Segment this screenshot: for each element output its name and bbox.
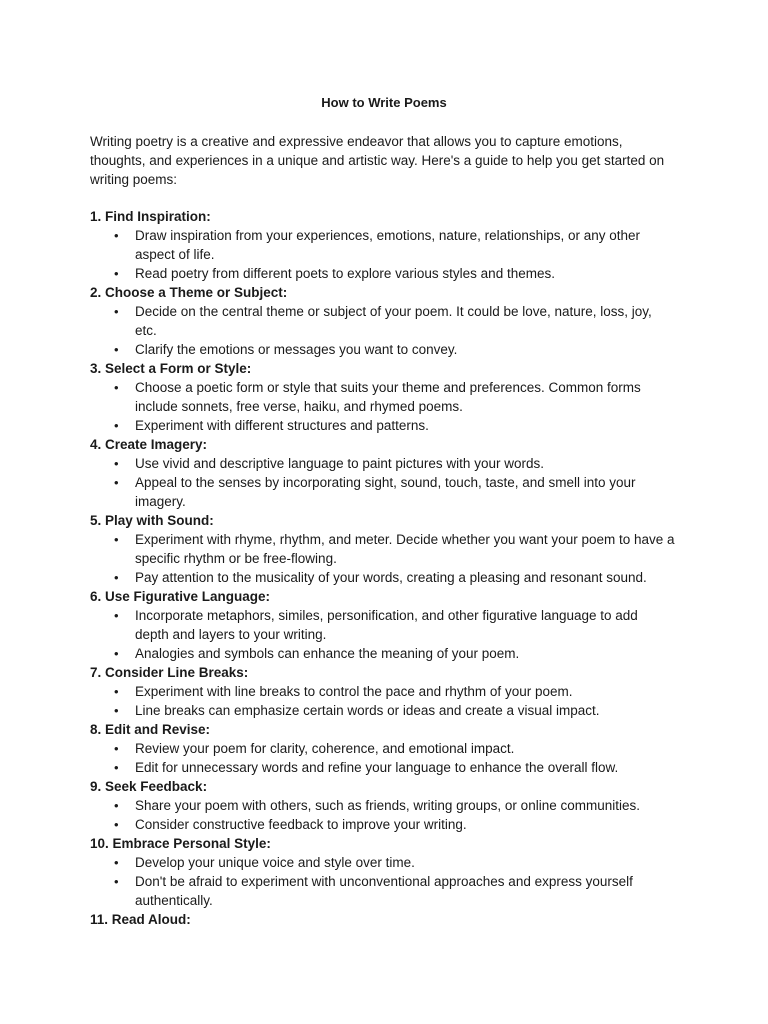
list-item xyxy=(90,739,675,758)
bullet-dot-icon: • xyxy=(114,703,119,718)
bullet-dot-icon: • xyxy=(114,304,119,319)
bullet-dot-icon: • xyxy=(114,342,119,357)
section-heading: 8. Edit and Revise: xyxy=(90,722,211,737)
list-item xyxy=(90,416,675,435)
section-3 xyxy=(90,359,690,435)
list-item-text: Experiment with rhyme, rhythm, and meter. Decide whether you want your poem to have a specific rhythm or be free-flowing. xyxy=(135,532,675,566)
list-item xyxy=(90,853,675,872)
section-8 xyxy=(90,720,690,777)
list-item xyxy=(90,815,675,834)
section-heading: 11. Read Aloud: xyxy=(90,912,191,927)
bullet-list xyxy=(90,226,690,283)
bullet-dot-icon: • xyxy=(114,855,119,870)
bullet-list xyxy=(90,454,690,511)
list-item-text: Experiment with line breaks to control the pace and rhythm of your poem. xyxy=(135,684,573,699)
section-6 xyxy=(90,587,690,663)
list-item-text: Line breaks can emphasize certain words or ideas and create a visual impact. xyxy=(135,703,600,718)
list-item xyxy=(90,872,675,910)
list-item xyxy=(90,340,675,359)
section-heading: 3. Select a Form or Style: xyxy=(90,361,252,376)
list-item-text: Decide on the central theme or subject of your poem. It could be love, nature, loss, joy, etc. xyxy=(135,304,652,338)
intro-paragraph: Writing poetry is a creative and expressive endeavor that allows you to capture emotions, thoughts, and experiences in a unique and artistic way. Here's a guide to help you get started on writing poems: xyxy=(90,134,665,187)
bullet-list xyxy=(90,682,690,720)
list-item xyxy=(90,530,675,568)
bullet-list xyxy=(90,302,690,359)
list-item-text: Consider constructive feedback to improve your writing. xyxy=(135,817,467,832)
list-item xyxy=(90,473,675,511)
list-item-text: Share your poem with others, such as friends, writing groups, or online communities. xyxy=(135,798,640,813)
list-item xyxy=(90,606,675,644)
bullet-list xyxy=(90,606,690,663)
bullet-dot-icon: • xyxy=(114,646,119,661)
section-heading: 7. Consider Line Breaks: xyxy=(90,665,249,680)
section-11 xyxy=(90,910,690,929)
list-item-text: Incorporate metaphors, similes, personification, and other figurative language to add depth and layers to your writing. xyxy=(135,608,638,642)
list-item xyxy=(90,378,675,416)
sections-list xyxy=(90,207,690,929)
bullet-list xyxy=(90,530,690,587)
bullet-dot-icon: • xyxy=(114,798,119,813)
list-item-text: Edit for unnecessary words and refine your language to enhance the overall flow. xyxy=(135,760,619,775)
bullet-dot-icon: • xyxy=(114,532,119,547)
bullet-dot-icon: • xyxy=(114,760,119,775)
list-item xyxy=(90,644,675,663)
document-title: How to Write Poems xyxy=(321,95,447,110)
section-2 xyxy=(90,283,690,359)
list-item xyxy=(90,758,675,777)
bullet-dot-icon: • xyxy=(114,456,119,471)
list-item-text: Don't be afraid to experiment with unconventional approaches and express yourself authentically. xyxy=(135,874,633,908)
bullet-dot-icon: • xyxy=(114,741,119,756)
section-4 xyxy=(90,435,690,511)
section-heading: 4. Create Imagery: xyxy=(90,437,208,452)
list-item xyxy=(90,796,675,815)
bullet-dot-icon: • xyxy=(114,608,119,623)
list-item xyxy=(90,454,675,473)
list-item-text: Clarify the emotions or messages you want to convey. xyxy=(135,342,458,357)
bullet-dot-icon: • xyxy=(114,570,119,585)
section-heading: 5. Play with Sound: xyxy=(90,513,214,528)
bullet-dot-icon: • xyxy=(114,817,119,832)
list-item-text: Analogies and symbols can enhance the meaning of your poem. xyxy=(135,646,520,661)
bullet-dot-icon: • xyxy=(114,475,119,490)
bullet-list xyxy=(90,853,690,910)
list-item-text: Draw inspiration from your experiences, emotions, nature, relationships, or any other aspect of life. xyxy=(135,228,640,262)
list-item-text: Read poetry from different poets to explore various styles and themes. xyxy=(135,266,555,281)
list-item-text: Pay attention to the musicality of your words, creating a pleasing and resonant sound. xyxy=(135,570,647,585)
list-item-text: Review your poem for clarity, coherence, and emotional impact. xyxy=(135,741,515,756)
bullet-dot-icon: • xyxy=(114,380,119,395)
bullet-list xyxy=(90,378,690,435)
section-heading: 1. Find Inspiration: xyxy=(90,209,211,224)
section-1 xyxy=(90,207,690,283)
section-heading: 2. Choose a Theme or Subject: xyxy=(90,285,288,300)
list-item-text: Use vivid and descriptive language to paint pictures with your words. xyxy=(135,456,544,471)
section-heading: 10. Embrace Personal Style: xyxy=(90,836,271,851)
section-heading: 6. Use Figurative Language: xyxy=(90,589,271,604)
list-item xyxy=(90,568,675,587)
bullet-dot-icon: • xyxy=(114,266,119,281)
section-10 xyxy=(90,834,690,910)
bullet-list xyxy=(90,739,690,777)
section-5 xyxy=(90,511,690,587)
section-7 xyxy=(90,663,690,720)
list-item-text: Choose a poetic form or style that suits your theme and preferences. Common forms include sonnets, free verse, haiku, and rhymed poems. xyxy=(135,380,641,414)
list-item xyxy=(90,264,675,283)
bullet-dot-icon: • xyxy=(114,228,119,243)
section-9 xyxy=(90,777,690,834)
list-item-text: Develop your unique voice and style over time. xyxy=(135,855,415,870)
bullet-dot-icon: • xyxy=(114,684,119,699)
list-item xyxy=(90,701,675,720)
list-item xyxy=(90,226,675,264)
list-item xyxy=(90,682,675,701)
list-item-text: Experiment with different structures and patterns. xyxy=(135,418,429,433)
bullet-dot-icon: • xyxy=(114,418,119,433)
list-item-text: Appeal to the senses by incorporating sight, sound, touch, taste, and smell into your imagery. xyxy=(135,475,636,509)
bullet-list xyxy=(90,796,690,834)
section-heading: 9. Seek Feedback: xyxy=(90,779,208,794)
bullet-dot-icon: • xyxy=(114,874,119,889)
list-item xyxy=(90,302,675,340)
